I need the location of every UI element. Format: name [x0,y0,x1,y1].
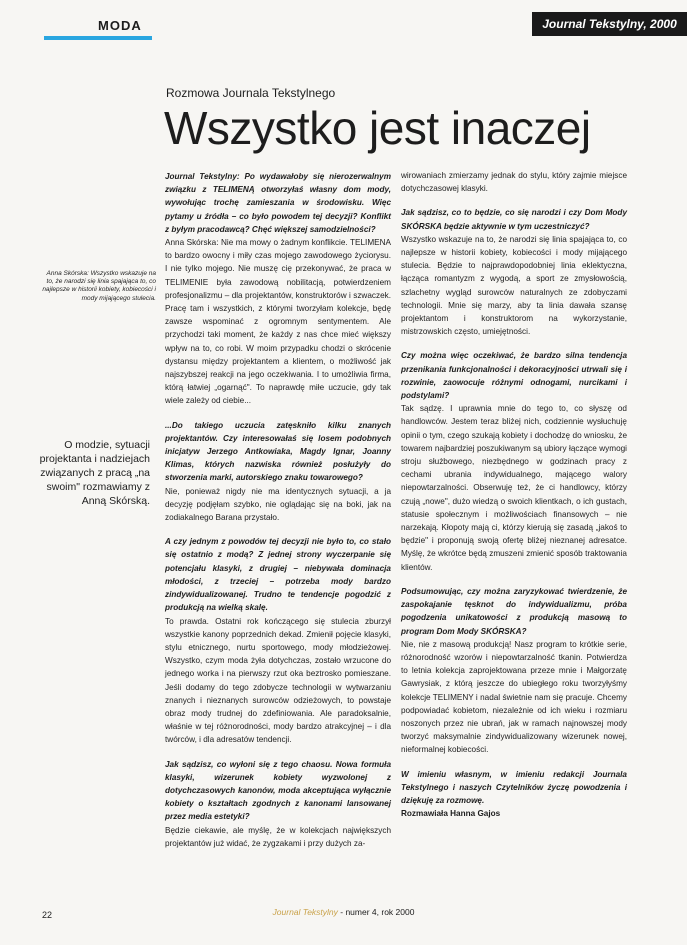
column-left [165,170,391,850]
interview-question: W imieniu własnym, w imieniu redakcji Journala Tekstylnego i naszych Czytelników życzę powodzenia i dziękuję za rozmowę. [401,769,627,805]
interview-answer: To prawda. Ostatni rok kończącego się stulecia zburzył wszystkie kanony poprzednich dekad. Zmienił pojęcie klasyki, stylu etnicznego, nurtu sportowego, mody młodzieżowej. Wszystko, czym moda żyła dotychczas, zostało wrzucone do jednego worka i na pierwszy rzut oka beztrosko pomieszane. Jeśli dodamy do tego zdobycze technologii w wytwarzaniu znanych i nieznanych surowców odzieżowych, to powstaje obraz mody trudnej do zdefiniowania. Ale paradoksalnie, właśnie w tej różnorodności, mody bardzo atrakcyjnej – i dla twórców, i dla adresatów tendencji. [165,616,391,745]
interview-answer: Anna Skórska: Nie ma mowy o żadnym konflikcie. TELIMENA to bardzo owocny i miły czas mojego zawodowego życiorysu. I nie tylko mojego. Nie muszę cię przekonywać, że praca w TELIMENIE była zawodową nobilitacją, potwierdzeniem profesjonalizmu – dla projektantów, konstruktorów i szwaczek. Pracę tam i wszystkich, z którymi tworzyłam kolekcje, będę zawsze wspominać z ogromnym sentymentem. Ale przychodzi taki moment, że każdy z nas chce mieć większy wpływ na to, co robi. W moim przypadku chodzi o skrócenie dystansu między projektantem a klientem, o możliwość jak najszybszej reakcji na jego oczekiwania. I to umożliwia firma, którą łatwiej „ogarnąć". To naprawdę miłe uczucie, gdy tak wiele zależy od ciebie... [165,238,391,406]
interview-question: A czy jednym z powodów tej decyzji nie było to, co stało się ostatnio z modą? Z jednej strony wyczerpanie się potencjału klasyki, z drugiej – niebywała dominacja młodości, z trzeciej – potrzeba mody bardzo zindywidualizowanej. Trudno te tendencje pogodzić z produkcją na wielką skalę. [165,537,391,613]
interview-question: ...Do takiego uczucia zatęskniło kilku znanych projektantów. Czy interesowałaś się losem podobnych inicjatyw Jerzego Antkowiaka, Magdy Ignar, Joanny Klimas, których nazwiska również posłużyły do stworzenia marki, autorskiego znaku towarowego? [165,420,391,483]
interview-answer: Tak sądzę. I uprawnia mnie do tego to, co słyszę od handlowców. Jestem teraz bliżej nich, codziennie wysłuchuję opinii o tym, czego szukają kobiety i dochodzę do wniosku, że towarem najbardziej poszukiwanym są ubiory łączące wymogi stroju służbowego, niezbędnego w godzinach pracy z cechami ubrania indywidualnego, mającego walory niepowtarzalności. Obserwuję też, że ci handlowcy, którzy czują „nowe", dużo wiedzą o swoich klientkach, o ich gustach, statusie społecznym i możliwościach finansowych – nie narzekają. Kłopoty mają ci, którzy kierują się zasadą „jakoś to będzie" i proponują swoją ofertę bliżej nieznanej adresatce. Myślę, że wkrótce będą zmuszeni zmienić sposób traktowania klientów. [401,404,627,572]
photo-caption: Anna Skórska: Wszystko wskazuje na to, że narodzi się linia spajająca to, co najlepsze w historii kobiety, kobiecości i mody mijającego stulecia. [42,270,156,302]
interview-question: Jak sądzisz, co to będzie, co się narodzi i czy Dom Mody SKÓRSKA będzie aktywnie w tym uczestniczyć? [401,208,627,231]
interview-answer: Nie, ponieważ nigdy nie ma identycznych sytuacji, a ja decyzję podjęłam szybko, nie oglądając się na boki, jak na zodiakalnego Barana przystało. [165,486,391,523]
paragraph-gap [401,757,627,768]
footer-issue: - numer 4, rok 2000 [337,907,415,917]
paragraph-gap [165,524,391,535]
interview-answer: Nie, nie z masową produkcją! Nasz program to krótkie serie, różnorodność wzorów i niepowtarzalność tkanin. Potwierdza to letnia kolekcja zaprojektowana przeze mnie i Małgorzatę Gawrysiak, z którą jeszcze do ubiegłego roku tworzyłyśmy kolekcje TELIMENY i nadal świetnie nam się pracuje. Chcemy podpowiadać kobietom, niezależnie od ich wieku i rozmiaru noszonych przez nie ubrań, jak w ramach najnowszej mody tworzyć maksymalnie zindywidualizowany wizerunek nowej, nieformalnej kobiecości. [401,639,627,755]
pullquote: O modzie, sytuacji projektanta i nadziejach związanych z pracą „na swoim" rozmawiamy z Anną Skórską. [39,439,150,507]
interview-answer: Będzie ciekawie, ale myślę, że w kolekcjach największych projektantów już widać, że zygzakami i przy dużych za- [165,825,391,848]
paragraph-gap [401,338,627,349]
interview-answer: Wszystko wskazuje na to, że narodzi się linia spajająca to, co najlepsze w historii kobiety, kobiecości i mody mijającego stulecia. Będzie to najprawdopodobniej linia eklektyczna, łącząca romantyzm z wygodą, a sport ze zmysłowością, szlachetny wygląd surowców naturalnych ze zdobyczami technologii. Mnie się marzy, aby ta linia dawała szansę projektantom i konstruktorom na wykorzystanie, mistrzowskich często, umiejętności. [401,234,627,337]
article-kicker: Rozmowa Journala Tekstylnego [166,86,336,100]
interview-question: Journal Tekstylny: Po wydawałoby się nierozerwalnym związku z TELIMENĄ otworzyłaś własny dom mody, wywołując trochę zamieszania w środowisku. Więc pytamy u źródła – co było powodem tej decyzji? Konflikt z byłym pracodawcą? Chęć większej samodzielności? [165,172,391,234]
interview-question: Podsumowując, czy można zaryzykować twierdzenie, że zaspokajanie tęsknot do indywidualizmu, próba pogodzenia unikatowości z produkcją masową to program Dom Mody SKÓRSKA? [401,586,627,636]
paragraph-gap [401,195,627,206]
interview-question: Jak sądzisz, co wyłoni się z tego chaosu. Nowa formuła klasyki, wizerunek kobiety wyzwolonej z dotychczasowych kanonów, moda akceptująca wyłącznie kobiety o kształtach zgodnych z kanonami lansowanej przez media estetyki? [165,759,391,822]
paragraph-gap [165,408,391,419]
page-number: 22 [42,910,53,920]
byline: Rozmawiała Hanna Gajos [401,809,501,819]
article-title: Wszystko jest inaczej [164,102,591,154]
section-rule [44,36,152,40]
column-right [401,169,627,820]
interview-question: Czy można więc oczekiwać, że bardzo silna tendencja przenikania funkcjonalności i dekoracyjności utrwali się i rozwinie, zaowocuje różnymi odnogami, nurcikami i podstylami? [401,351,627,401]
interview-answer: wirowaniach zmierzamy jednak do stylu, który zajmie miejsce dotychczasowej klasyki. [401,171,627,194]
paragraph-gap [165,747,391,758]
footer-journal-name: Journal Tekstylny [272,907,338,917]
journal-badge: Journal Tekstylny, 2000 [532,12,687,36]
paragraph-gap [401,574,627,585]
section-label: MODA [98,18,142,33]
footer-line [0,907,687,917]
